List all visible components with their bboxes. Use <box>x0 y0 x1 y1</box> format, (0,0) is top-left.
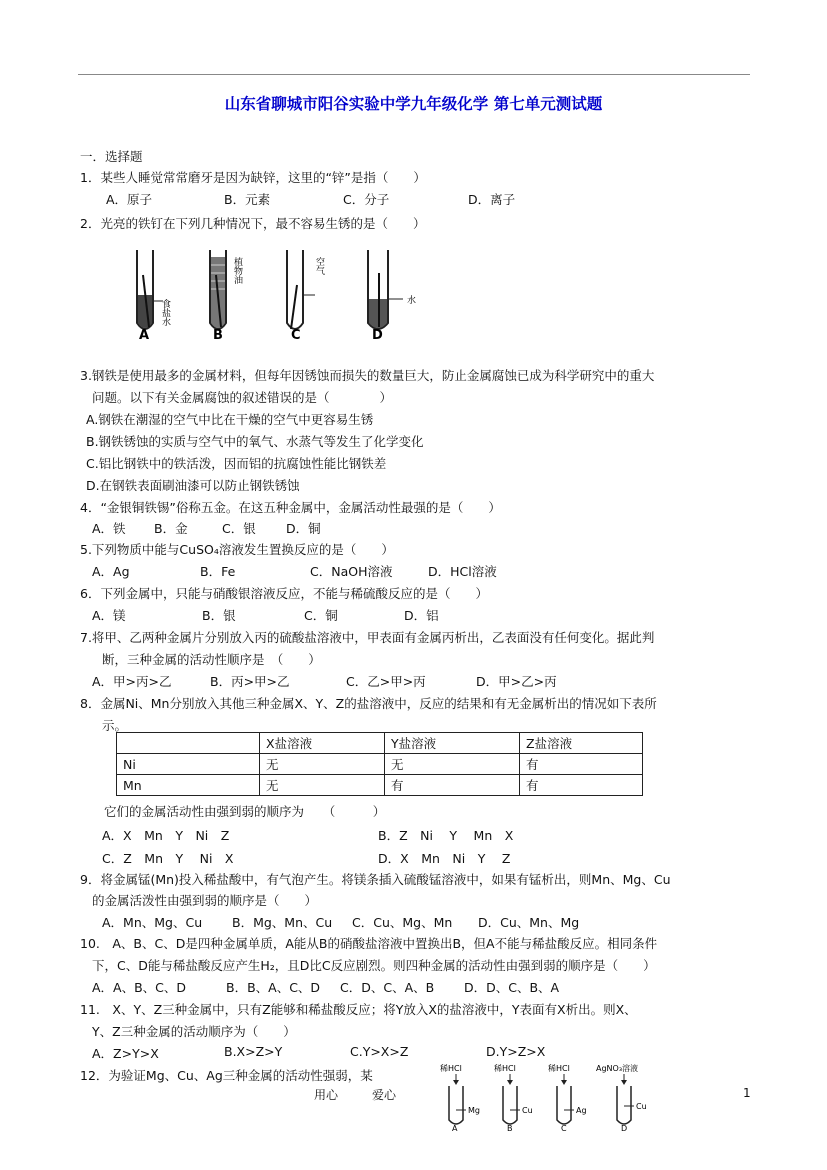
q7-option-a: A．甲>丙>乙 <box>92 674 172 689</box>
q9-option-d: D．Cu、Mn、Mg <box>478 915 580 930</box>
q7-option-c: C．乙>甲>丙 <box>346 674 426 689</box>
q3-option-d: D.在钢铁表面刷油漆可以防止钢铁锈蚀 <box>86 478 300 493</box>
table-cell: Mn <box>117 775 260 796</box>
tube-d-letter: D <box>372 328 383 343</box>
table-cell: Z盐溶液 <box>520 733 643 754</box>
page-title: 山东省聊城市阳谷实验中学九年级化学 第七单元测试题 <box>224 95 603 113</box>
q12-tube-d-reagent: AgNO₃溶液 <box>596 1064 639 1073</box>
q5-stem: 5.下列物质中能与CuSO₄溶液发生置换反应的是（ ） <box>80 542 394 557</box>
q9-option-c: C．Cu、Mg、Mn <box>352 915 453 930</box>
q12-tube-d <box>596 1063 647 1132</box>
q12-tube-b-letter: B <box>507 1124 513 1132</box>
tube-d <box>368 250 416 343</box>
q3-option-a: A.钢铁在潮湿的空气中比在干燥的空气中更容易生锈 <box>86 412 374 427</box>
q8-option-b: B．Z Ni Y Mn X <box>378 828 514 843</box>
table-cell: 有 <box>520 775 643 796</box>
q5-option-d: D．HCl溶液 <box>428 564 497 579</box>
q5-option-a: A．Ag <box>92 564 130 579</box>
page-number: 1 <box>743 1086 751 1100</box>
footer-right: 爱心 <box>372 1088 397 1102</box>
q4-option-d: D．铜 <box>286 521 321 536</box>
q10-option-c: C．D、C、A、B <box>340 980 435 995</box>
q10-option-a: A．A、B、C、D <box>92 980 187 995</box>
q11-option-c: C.Y>X>Z <box>350 1044 409 1059</box>
tube-b <box>210 250 243 343</box>
table-cell: 有 <box>385 775 520 796</box>
q7-option-d: D．甲>乙>丙 <box>476 674 557 689</box>
q8-stem-line2: 示。 <box>102 718 128 733</box>
q5-option-c: C．NaOH溶液 <box>310 564 393 579</box>
q6-option-a: A．镁 <box>92 608 126 623</box>
q1-option-d: D．离子 <box>468 192 516 207</box>
footer-left: 用心 <box>314 1088 339 1102</box>
q9-option-b: B．Mg、Mn、Cu <box>232 915 333 930</box>
q12-tube-a-letter: A <box>452 1124 458 1132</box>
q4-stem: 4．“金银铜铁锡”俗称五金。在这五种金属中，金属活动性最强的是（ ） <box>80 500 501 515</box>
q7-stem-line2: 断，三种金属的活动性顺序是 （ ） <box>102 652 321 667</box>
table-cell: 有 <box>520 754 643 775</box>
q12-tube-b <box>494 1063 533 1132</box>
q4-option-c: C．银 <box>222 521 256 536</box>
q12-tube-c <box>548 1063 587 1132</box>
table-cell: Ni <box>117 754 260 775</box>
tube-a <box>137 250 171 343</box>
q10-stem-line1: 10. A、B、C、D是四种金属单质，A能从B的硝酸盐溶液中置换出B，但A不能与稀盐酸反应。相同条件 <box>80 936 658 951</box>
q9-stem-line2: 的金属活泼性由强到弱的顺序是（ ） <box>92 893 318 908</box>
q12-tube-a-reagent: 稀HCl <box>440 1064 462 1073</box>
tube-a-label: 食盐水 <box>160 299 170 326</box>
q3-option-b: B.钢铁锈蚀的实质与空气中的氧气、水蒸气等发生了化学变化 <box>86 434 424 449</box>
table-cell: 无 <box>260 754 385 775</box>
q12-tube-b-metal: Cu <box>522 1106 533 1115</box>
q12-tube-c-letter: C <box>561 1124 567 1132</box>
q12-tube-c-metal: Ag <box>576 1106 587 1115</box>
table-cell: Y盐溶液 <box>385 733 520 754</box>
q11-option-a: A．Z>Y>X <box>92 1046 159 1061</box>
tube-c-letter: C <box>291 328 301 343</box>
q6-stem: 6．下列金属中，只能与硝酸银溶液反应，不能与稀硫酸反应的是（ ） <box>80 586 488 601</box>
q10-option-b: B．B、A、C、D <box>226 980 321 995</box>
q2-stem: 2．光亮的铁钉在下列几种情况下，最不容易生锈的是（ ） <box>80 216 426 231</box>
tube-d-label: 水 <box>407 296 417 306</box>
q8-option-d: D．X Mn Ni Y Z <box>378 851 511 866</box>
q12-test-tubes-figure <box>436 1060 668 1132</box>
q8-option-c: C．Z Mn Y Ni X <box>102 851 234 866</box>
q2-test-tubes-figure <box>125 245 445 345</box>
q7-option-b: B．丙>甲>乙 <box>210 674 290 689</box>
table-header-row <box>117 733 643 754</box>
q3-stem-line1: 3.钢铁是使用最多的金属材料，但每年因锈蚀而损失的数量巨大，防止金属腐蚀已成为科学研究中的重大 <box>80 368 655 383</box>
q9-stem-line1: 9．将金属锰(Mn)投入稀盐酸中，有气泡产生。将镁条插入硫酸锰溶液中，如果有锰析出，则Mn、Mg、Cu <box>80 872 671 887</box>
q12-tube-a <box>440 1063 480 1132</box>
q11-stem-line1: 11. X、Y、Z三种金属中，只有Z能够和稀盐酸反应；将Y放入X的盐溶液中，Y表面有X析出。则X、 <box>80 1002 637 1017</box>
q11-stem-line2: Y、Z三种金属的活动顺序为（ ） <box>92 1024 296 1039</box>
q1-option-b: B．元素 <box>224 192 271 207</box>
q4-option-b: B．金 <box>154 521 188 536</box>
q3-option-c: C.铝比钢铁中的铁活泼，因而铝的抗腐蚀性能比钢铁差 <box>86 456 387 471</box>
tube-b-letter: B <box>213 328 223 343</box>
q12-stem: 12．为验证Mg、Cu、Ag三种金属的活动性强弱，某 <box>80 1068 373 1083</box>
q12-tube-d-letter: D <box>621 1124 628 1132</box>
q11-option-b: B.X>Z>Y <box>224 1044 283 1059</box>
q8-stem-line1: 8．金属Ni、Mn分别放入其他三种金属X、Y、Z的盐溶液中，反应的结果和有无金属析出的情况如下表所 <box>80 696 657 711</box>
tube-c <box>287 250 325 343</box>
q8-result-table <box>116 732 643 796</box>
q12-tube-a-metal: Mg <box>468 1106 480 1115</box>
q12-tube-d-metal: Cu <box>636 1102 647 1111</box>
header-rule <box>78 74 750 75</box>
table-cell <box>117 733 260 754</box>
table-row <box>117 775 643 796</box>
q7-stem-line1: 7.将甲、乙两种金属片分别放入丙的硫酸盐溶液中，甲表面有金属丙析出，乙表面没有任何变化。据此判 <box>80 630 655 645</box>
q6-option-c: C．铜 <box>304 608 338 623</box>
q12-tube-c-reagent: 稀HCl <box>548 1064 570 1073</box>
q6-option-d: D．铝 <box>404 608 439 623</box>
q11-option-d: D.Y>Z>X <box>486 1044 546 1059</box>
q10-stem-line2: 下，C、D能与稀盐酸反应产生H₂，且D比C反应剧烈。则四种金属的活动性由强到弱的顺序是（ ） <box>92 958 656 973</box>
q9-option-a: A．Mn、Mg、Cu <box>102 915 203 930</box>
q6-option-b: B．银 <box>202 608 236 623</box>
tube-b-label: 植物油 <box>232 257 242 284</box>
q3-stem-line2: 问题。以下有关金属腐蚀的叙述错误的是（ ） <box>92 390 393 405</box>
table-row <box>117 754 643 775</box>
q1-option-a: A．原子 <box>106 192 153 207</box>
table-cell: 无 <box>260 775 385 796</box>
table-cell: 无 <box>385 754 520 775</box>
q1-stem: 1．某些人睡觉常常磨牙是因为缺锌，这里的“锌”是指（ ） <box>80 170 426 185</box>
q12-tube-b-reagent: 稀HCl <box>494 1064 516 1073</box>
q8-option-a: A．X Mn Y Ni Z <box>102 828 230 843</box>
tube-c-label: 空气 <box>314 257 324 275</box>
q5-option-b: B．Fe <box>200 564 236 579</box>
q4-option-a: A．铁 <box>92 521 126 536</box>
tube-a-letter: A <box>139 328 150 343</box>
table-cell: X盐溶液 <box>260 733 385 754</box>
section-heading: 一．选择题 <box>80 149 143 164</box>
q1-option-c: C．分子 <box>343 192 390 207</box>
q10-option-d: D．D、C、B、A <box>464 980 560 995</box>
q8-question: 它们的金属活动性由强到弱的顺序为 （ ） <box>104 804 386 819</box>
